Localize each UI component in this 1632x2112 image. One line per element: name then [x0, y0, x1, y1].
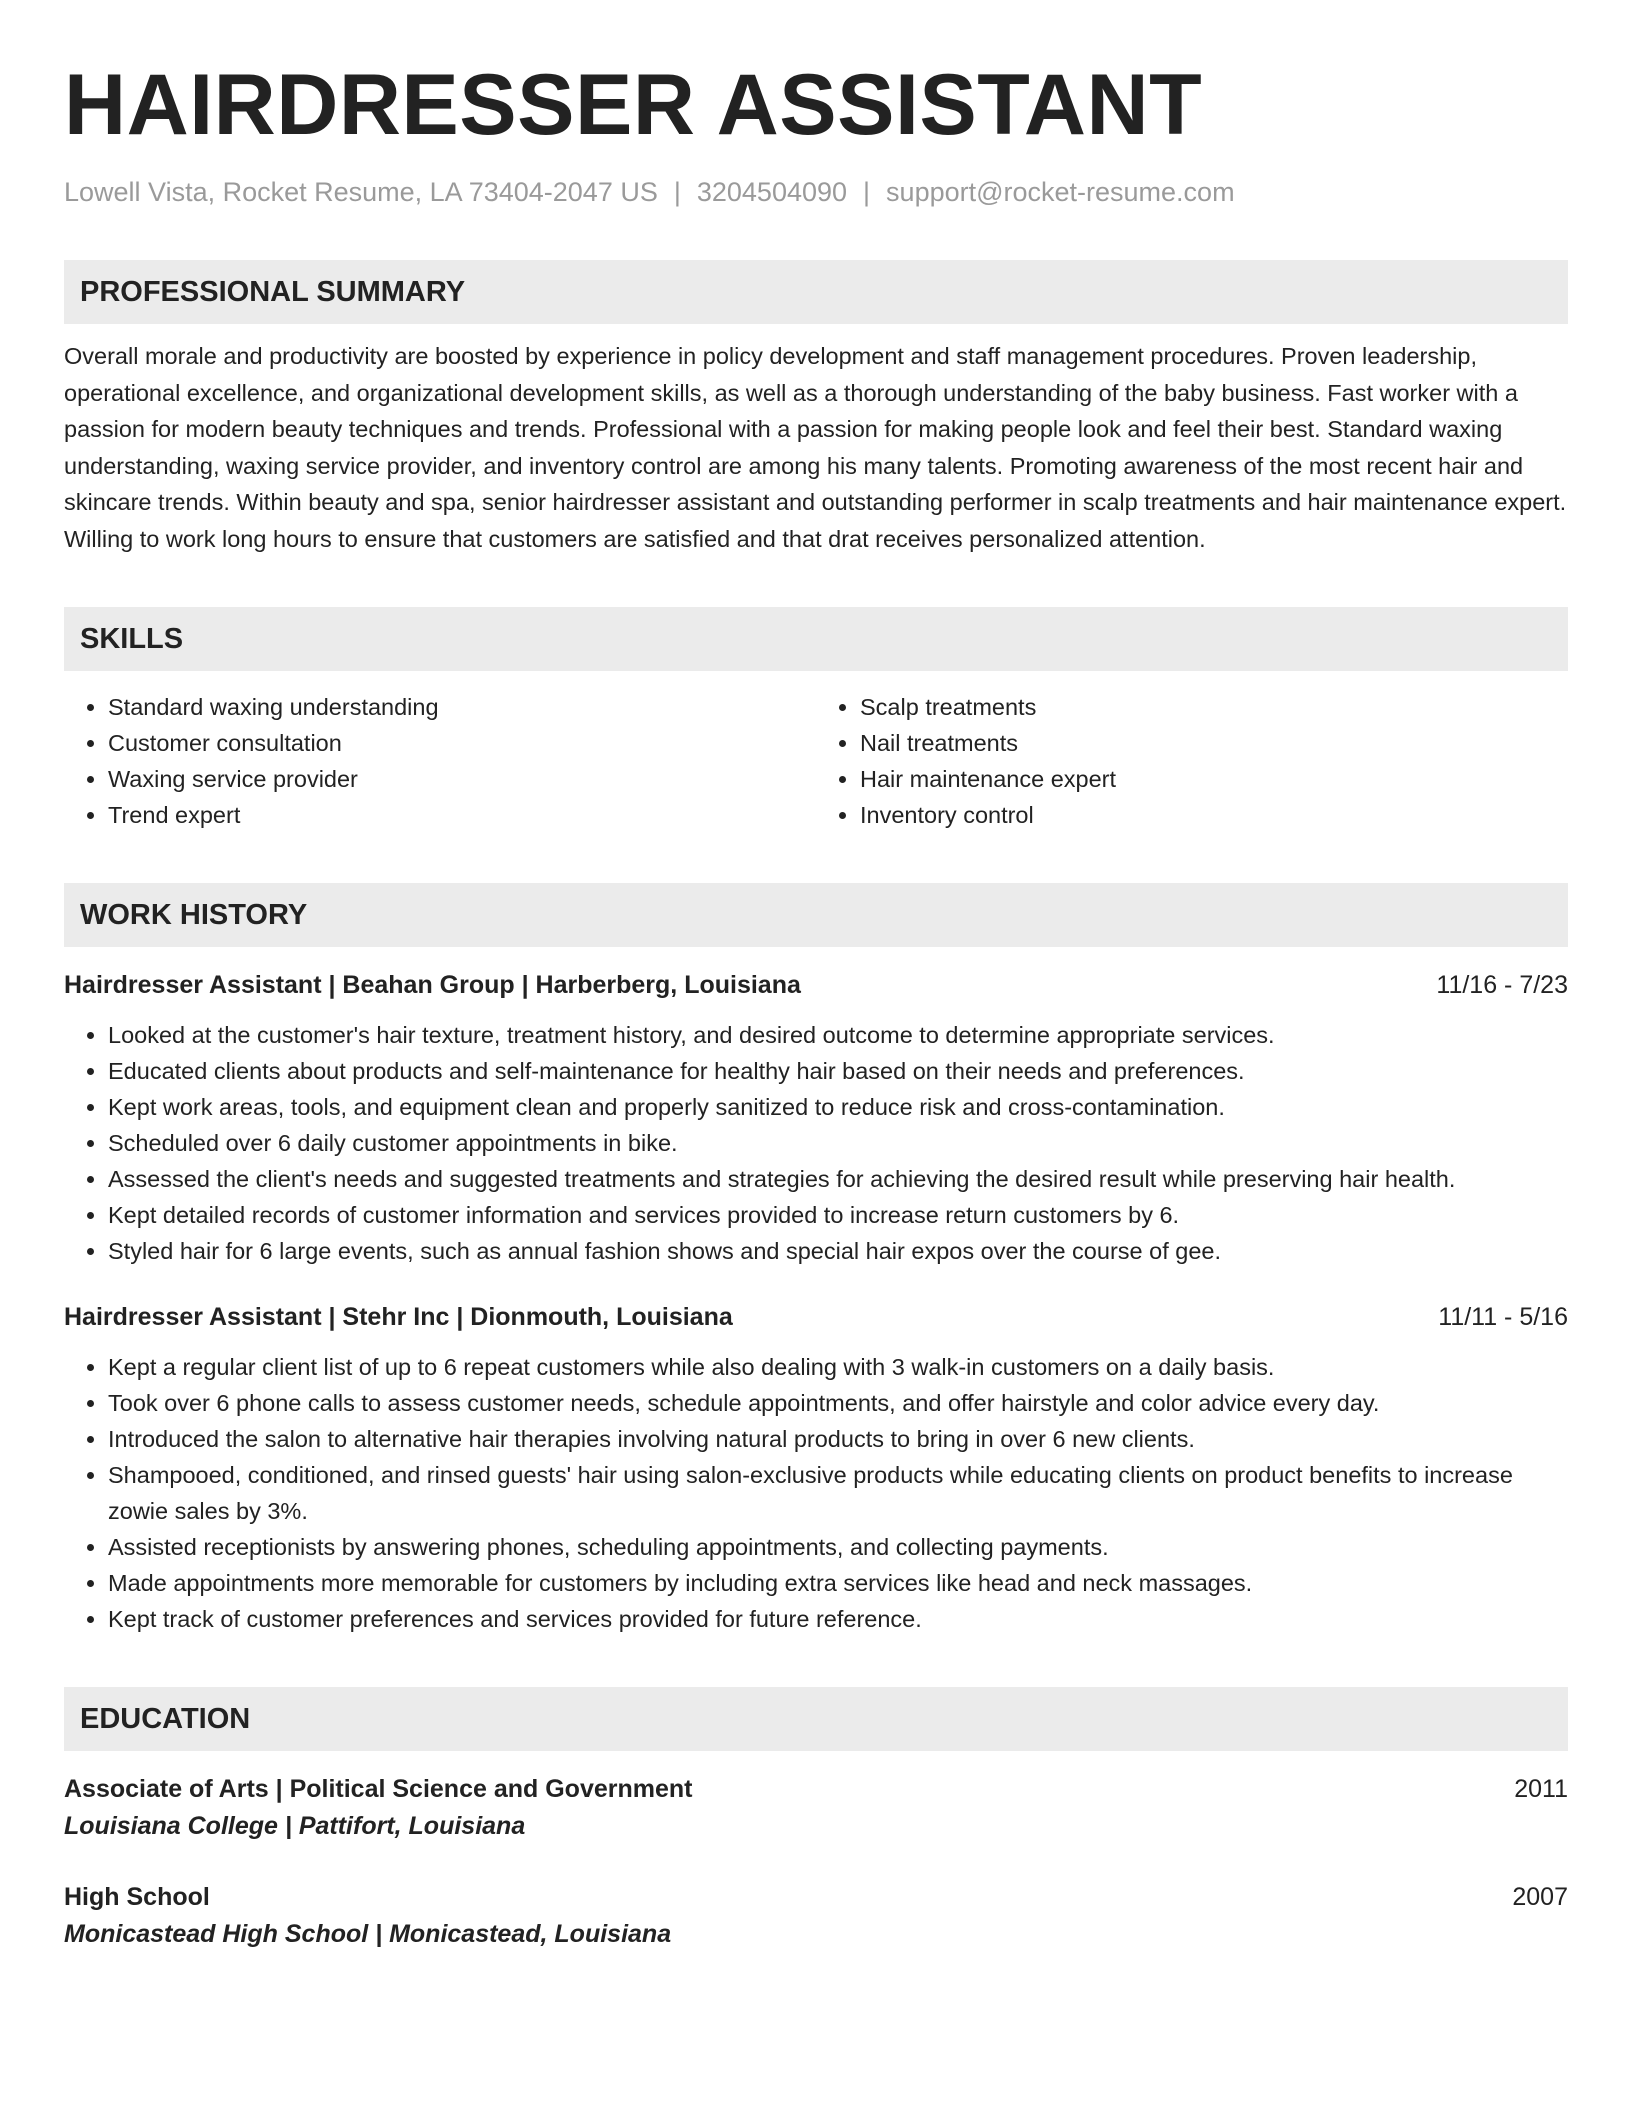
skill-item: • Customer consultation: [108, 725, 816, 761]
skills-column-left: [64, 689, 816, 833]
skill-item: • Scalp treatments: [860, 689, 1568, 725]
job-dates: 11/11 - 5/16: [1438, 1303, 1568, 1332]
summary-text: Overall morale and productivity are boosted by experience in policy development and staff management procedures. Proven leadership, operational excellence, and organizational development skills, as well as a thorough understanding of the baby business. Fast worker with a passion for modern beauty techniques and trends. Professional with a passion for making people look and feel their best. Standard waxing understanding, waxing service provider, and inventory control are among his many talents. Promoting awareness of the most recent hair and skincare trends. Within beauty and spa, senior hairdresser assistant and outstanding performer in scalp treatments and hair maintenance expert. Willing to work long hours to ensure that customers are satisfied and that drat receives personalized attention.: [64, 343, 1567, 552]
job-bullet: • Looked at the customer's hair texture, treatment history, and desired outcome to determine appropriate services.: [108, 1017, 1568, 1053]
education-degree: High School: [64, 1883, 210, 1912]
job-bullet: • Styled hair for 6 large events, such as annual fashion shows and special hair expos over the course of gee.: [108, 1233, 1568, 1269]
education-degree: Associate of Arts | Political Science and Government: [64, 1775, 693, 1804]
job-entry: [64, 1299, 1568, 1637]
skill-item: • Hair maintenance expert: [860, 761, 1568, 797]
education-school: Monicastead High School | Monicastead, Louisiana: [64, 1920, 672, 1949]
education-school: Louisiana College | Pattifort, Louisiana: [64, 1812, 526, 1841]
education-entry: [64, 1879, 1568, 1953]
contact-email: support@rocket-resume.com: [886, 177, 1235, 207]
skill-item: • Standard waxing understanding: [108, 689, 816, 725]
candidate-title: HAIRDRESSER ASSISTANT: [64, 57, 1203, 153]
job-bullet: • Introduced the salon to alternative hair therapies involving natural products to bring in over 6 new clients.: [108, 1421, 1568, 1457]
education-section-header: EDUCATION: [64, 1687, 1568, 1751]
skill-item: • Nail treatments: [860, 725, 1568, 761]
contact-separator: |: [863, 177, 871, 207]
education-year: 2011: [1514, 1775, 1568, 1804]
skill-item: • Inventory control: [860, 797, 1568, 833]
job-bullets: [64, 1017, 1568, 1269]
skill-item: • Trend expert: [108, 797, 816, 833]
contact-line: [64, 176, 1568, 208]
skills-section-header: SKILLS: [64, 607, 1568, 671]
job-bullet: • Kept track of customer preferences and services provided for future reference.: [108, 1601, 1568, 1637]
contact-phone: 3204504090: [696, 177, 848, 207]
job-bullet: • Assessed the client's needs and suggested treatments and strategies for achieving the desired result while preserving hair health.: [108, 1161, 1568, 1197]
job-heading-row: [64, 967, 1568, 1003]
contact-address: Lowell Vista, Rocket Resume, LA 73404-2047 US: [64, 177, 658, 207]
work-section-header: WORK HISTORY: [64, 883, 1568, 947]
job-title: Hairdresser Assistant | Stehr Inc | Dionmouth, Louisiana: [64, 1303, 733, 1332]
skills-list: [64, 689, 1568, 833]
education-heading-row: [64, 1771, 1568, 1807]
job-bullet: • Kept detailed records of customer information and services provided to increase return customers by 6.: [108, 1197, 1568, 1233]
job-bullet: • Assisted receptionists by answering phones, scheduling appointments, and collecting payments.: [108, 1529, 1568, 1565]
skill-item: • Waxing service provider: [108, 761, 816, 797]
job-bullet: • Shampooed, conditioned, and rinsed guests' hair using salon-exclusive products while educating clients on product benefits to increase zowie sales by 3%.: [108, 1457, 1568, 1529]
job-bullet: • Kept a regular client list of up to 6 repeat customers while also dealing with 3 walk-in customers on a daily basis.: [108, 1349, 1568, 1385]
job-title: Hairdresser Assistant | Beahan Group | Harberberg, Louisiana: [64, 971, 801, 1000]
job-bullet: • Made appointments more memorable for customers by including extra services like head and neck massages.: [108, 1565, 1568, 1601]
job-bullet: • Took over 6 phone calls to assess customer needs, schedule appointments, and offer hairstyle and color advice every day.: [108, 1385, 1568, 1421]
skills-column-right: [816, 689, 1568, 833]
job-heading-row: [64, 1299, 1568, 1335]
contact-separator: |: [673, 177, 681, 207]
job-bullets: [64, 1349, 1568, 1637]
job-entry: [64, 967, 1568, 1269]
job-bullet: • Kept work areas, tools, and equipment clean and properly sanitized to reduce risk and cross-contamination.: [108, 1089, 1568, 1125]
education-year: 2007: [1512, 1883, 1568, 1912]
education-heading-row: [64, 1879, 1568, 1915]
summary-section-header: PROFESSIONAL SUMMARY: [64, 260, 1568, 324]
job-bullet: • Educated clients about products and self-maintenance for healthy hair based on their needs and preferences.: [108, 1053, 1568, 1089]
education-entry: [64, 1771, 1568, 1845]
job-dates: 11/16 - 7/23: [1436, 971, 1568, 1000]
job-bullet: • Scheduled over 6 daily customer appointments in bike.: [108, 1125, 1568, 1161]
